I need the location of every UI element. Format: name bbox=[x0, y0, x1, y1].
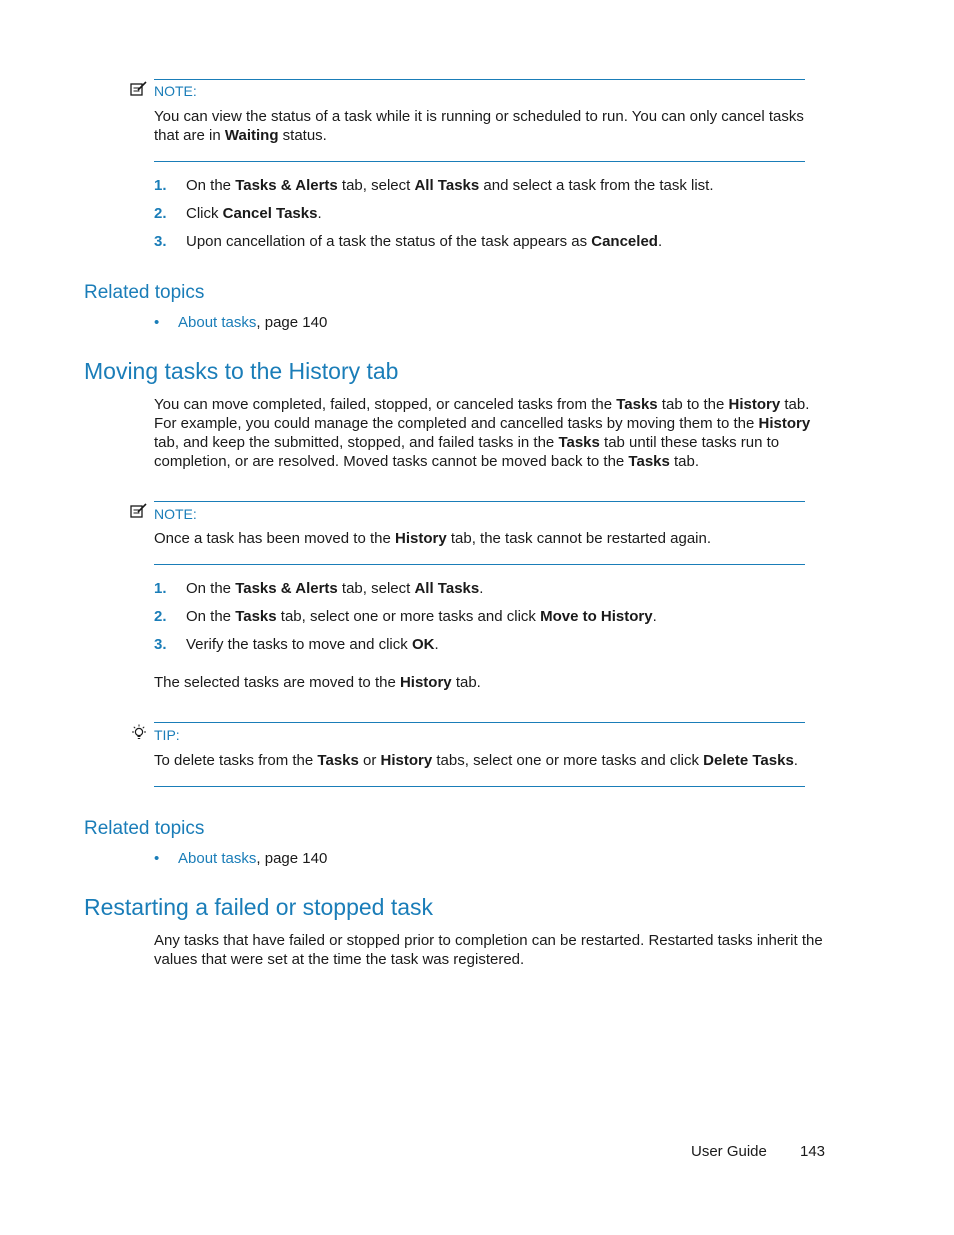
related-topics-heading: Related topics bbox=[84, 818, 205, 839]
step-item: 2. On the Tasks tab, select one or more tasks and click Move to History. bbox=[154, 608, 657, 625]
section-heading-moving: Moving tasks to the History tab bbox=[84, 358, 399, 384]
related-topic-item: • About tasks, page 140 bbox=[154, 314, 328, 331]
note-icon bbox=[130, 503, 148, 523]
step-item: 3. Verify the tasks to move and click OK. bbox=[154, 636, 439, 653]
about-tasks-link[interactable]: About tasks bbox=[178, 850, 257, 867]
related-topics-heading: Related topics bbox=[84, 282, 205, 303]
step-item: 1. On the Tasks & Alerts tab, select All Tasks and select a task from the task list. bbox=[154, 177, 714, 194]
step-item: 3. Upon cancellation of a task the status of the task appears as Canceled. bbox=[154, 233, 663, 250]
footer-guide-title: User Guide bbox=[691, 1143, 767, 1160]
related-topic-item: • About tasks, page 140 bbox=[154, 850, 328, 867]
step-item: 1. On the Tasks & Alerts tab, select All Tasks. bbox=[154, 580, 484, 597]
tip-text: To delete tasks from the Tasks or History tabs, select one or more tasks and click Delete Tasks. bbox=[154, 752, 798, 769]
about-tasks-link[interactable]: About tasks bbox=[178, 314, 257, 331]
note-text: You can view the status of a task while it is running or scheduled to run. You can only cancel tasks that are in Waiting status. bbox=[154, 108, 804, 144]
note-label: NOTE: bbox=[154, 83, 197, 99]
tip-label: TIP: bbox=[154, 727, 180, 743]
page-number: 143 bbox=[800, 1143, 826, 1160]
section-paragraph: You can move completed, failed, stopped, or canceled tasks from the Tasks tab to the History tab. For example, you could manage the completed and cancelled tasks by moving them to the History tab, and keep the submitted, stopped, and failed tasks in the Tasks tab until these tasks run to completion, or are resolved. Moved tasks cannot be moved back to the Tasks tab. bbox=[154, 396, 811, 470]
note-text: Once a task has been moved to the History tab, the task cannot be restarted again. bbox=[154, 530, 712, 547]
lightbulb-icon bbox=[130, 724, 148, 746]
step-item: 2. Click Cancel Tasks. bbox=[154, 205, 322, 222]
note-icon bbox=[130, 81, 148, 101]
note-label: NOTE: bbox=[154, 506, 197, 522]
section-paragraph: Any tasks that have failed or stopped prior to completion can be restarted. Restarted tasks inherit the values that were set at the time the task was registered. bbox=[154, 932, 823, 968]
section-heading-restarting: Restarting a failed or stopped task bbox=[84, 894, 434, 920]
result-text: The selected tasks are moved to the History tab. bbox=[154, 674, 481, 691]
